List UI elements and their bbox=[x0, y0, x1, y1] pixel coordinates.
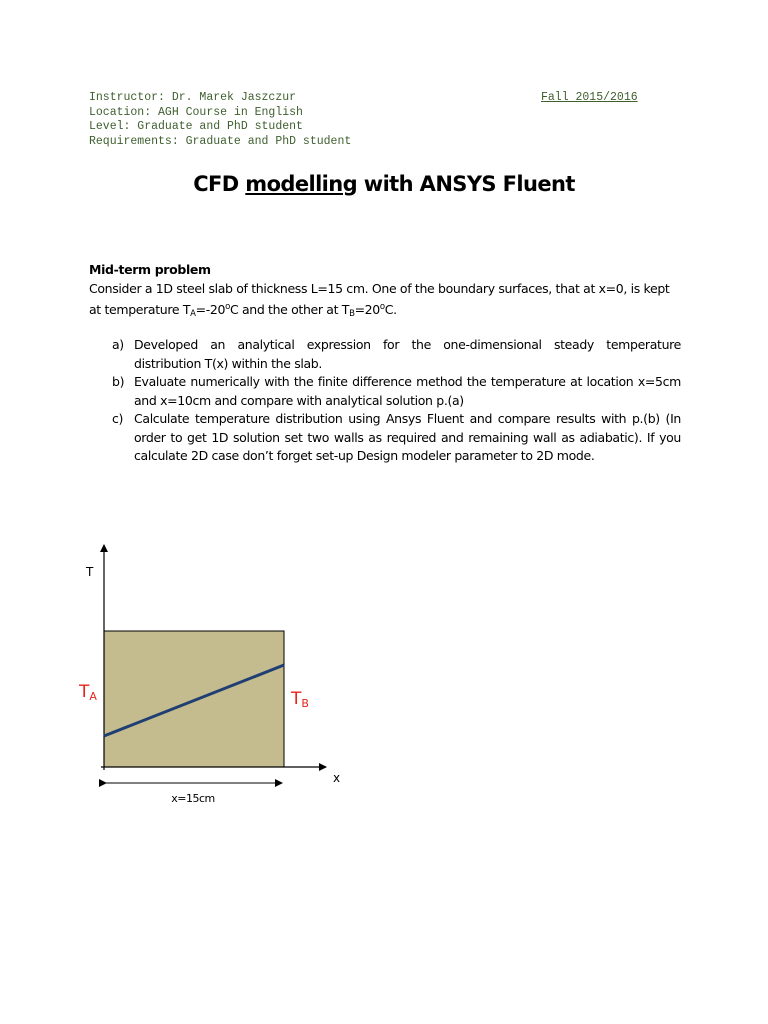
task-text-c: Calculate temperature distribution using Ansys Fluent and compare results with p.(b) (In order to get 1D solution set two walls as required and remaining wall as adiabatic). If you calculate 2D case don’t forget set-up Design modeler parameter to 2D mode. bbox=[134, 411, 681, 463]
y-axis-label: T bbox=[86, 565, 94, 579]
intro-sub-b: B bbox=[349, 309, 355, 319]
ta-label bbox=[78, 682, 97, 703]
tb-main: T bbox=[291, 689, 302, 709]
intro-text-5: C. bbox=[384, 302, 397, 317]
ta-sub: A bbox=[89, 690, 97, 703]
title-part-1: CFD bbox=[193, 172, 246, 196]
dimension-label: x=15cm bbox=[171, 792, 215, 805]
intro-text-1: Consider a 1D steel slab of thickness L=15 cm. One of the boundary surfaces, that at x=0, is kept at temperature T bbox=[89, 281, 670, 317]
x-axis-label: x bbox=[333, 771, 341, 785]
title-part-3: with ANSYS Fluent bbox=[357, 172, 575, 196]
task-marker-c: c) bbox=[112, 411, 124, 426]
semester-label: Fall 2015/2016 bbox=[541, 91, 638, 104]
intro-sup-2: o bbox=[379, 302, 385, 312]
requirements-line: Requirements: Graduate and PhD student bbox=[89, 134, 352, 148]
ta-main: T bbox=[79, 682, 90, 702]
task-text-a: Developed an analytical expression for the one-dimensional steady temperature distribution T(x) within the slab. bbox=[134, 337, 681, 371]
task-marker-a: a) bbox=[112, 337, 124, 352]
task-marker-b: b) bbox=[112, 374, 125, 389]
location-line: Location: AGH Course in English bbox=[89, 105, 303, 119]
title-part-2: modelling bbox=[245, 172, 358, 196]
instructor-line: Instructor: Dr. Marek Jaszczur bbox=[89, 91, 297, 104]
intro-text-3: C and the other at T bbox=[229, 302, 350, 317]
tb-sub: B bbox=[301, 697, 309, 710]
problem-heading: Mid-term problem bbox=[89, 262, 211, 277]
level-line: Level: Graduate and PhD student bbox=[89, 120, 303, 133]
tb-label bbox=[290, 689, 309, 710]
intro-sup-1: o bbox=[225, 302, 230, 312]
task-text-b: Evaluate numerically with the finite difference method the temperature at location x=5cm and x=10cm and compare with analytical solution p.(a) bbox=[134, 374, 681, 408]
intro-sub-a: A bbox=[190, 309, 196, 319]
intro-text-2: =-20 bbox=[195, 302, 226, 317]
intro-text-4: =20 bbox=[354, 302, 380, 317]
